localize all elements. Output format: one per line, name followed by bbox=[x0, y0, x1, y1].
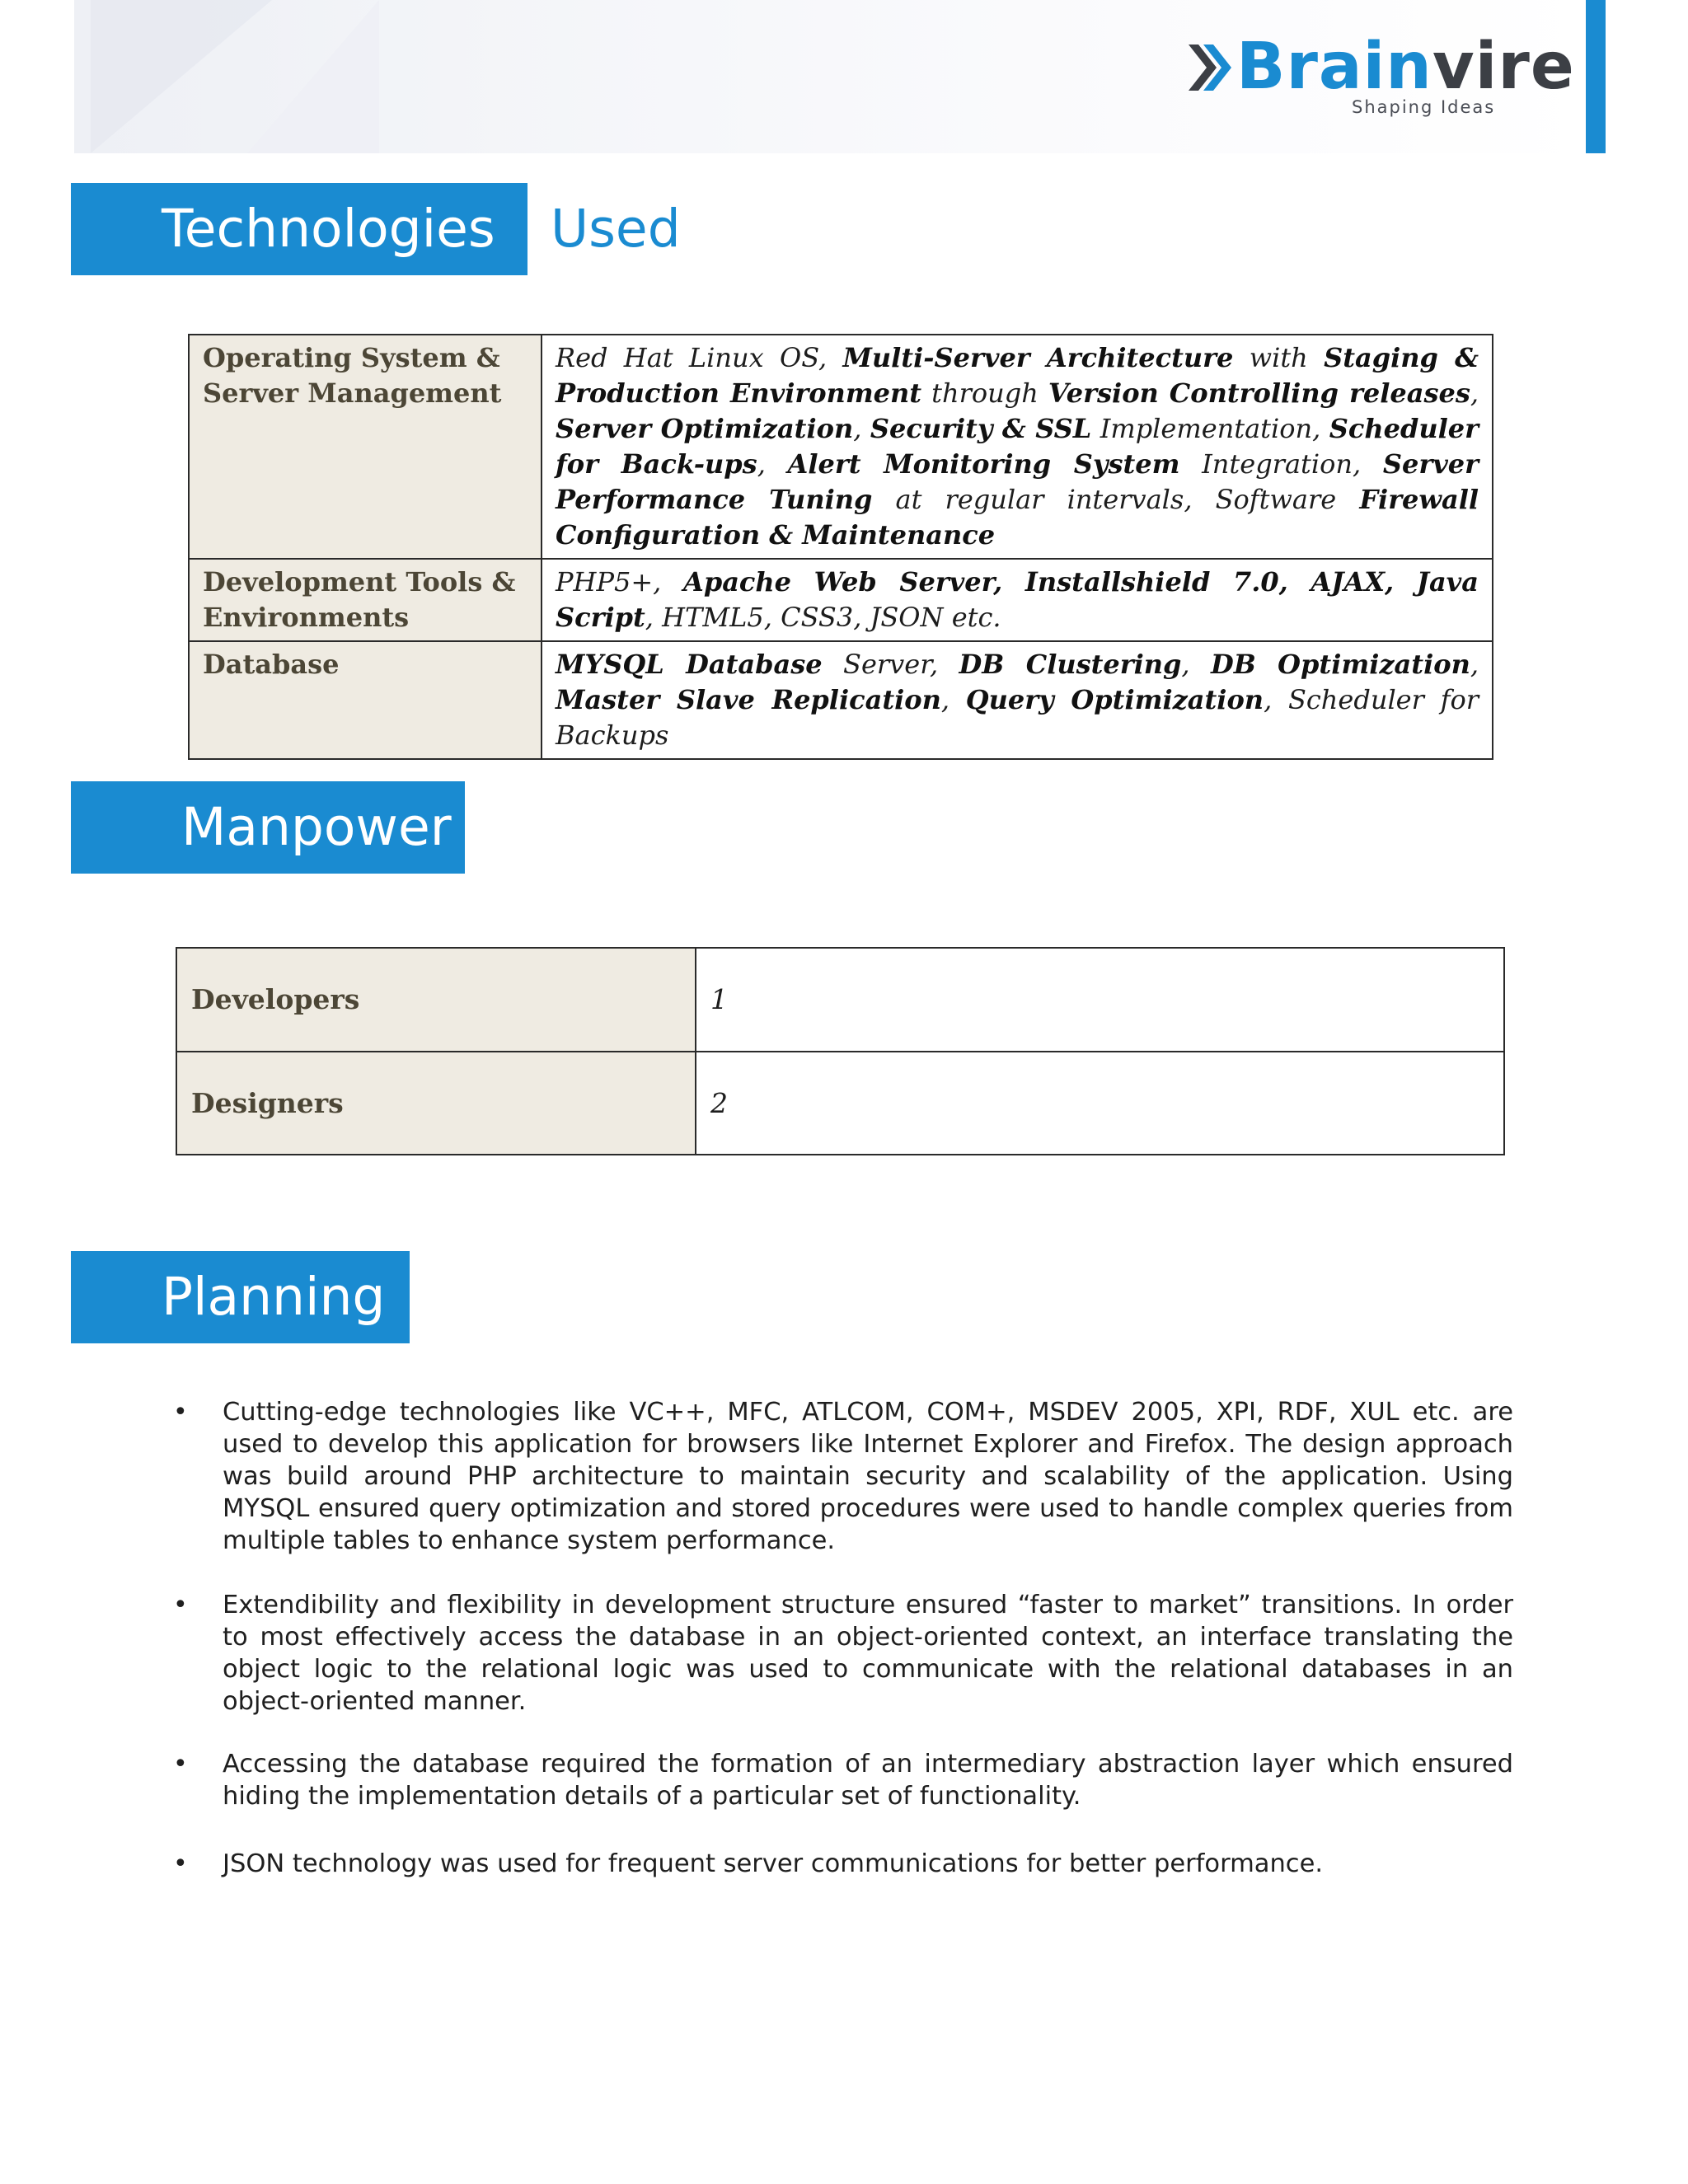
manpower-table bbox=[176, 947, 1505, 1155]
value-text-bold: DB Optimization bbox=[1211, 649, 1470, 680]
value-text-bold: MYSQL Database bbox=[556, 649, 823, 680]
planning-list bbox=[165, 1396, 1513, 1912]
list-item-text: Accessing the database required the formation of an intermediary abstraction layer which ensured hiding the implementation details of a particular set of functionality. bbox=[223, 1750, 1513, 1811]
header-decor-shape bbox=[247, 0, 379, 153]
value-text-bold: Server Optimization bbox=[556, 413, 854, 444]
brand-name-part2: vire bbox=[1432, 30, 1575, 104]
section-title-technologies-rest: Used bbox=[551, 199, 681, 259]
value-text: with bbox=[1233, 342, 1325, 373]
value-text: , bbox=[1470, 649, 1479, 680]
value-text-bold: Firewall Configuration & Maintenance bbox=[556, 484, 1479, 551]
value-text: , bbox=[940, 684, 966, 715]
brand-arrow-icon bbox=[1185, 41, 1231, 94]
table-label-cell bbox=[189, 559, 542, 641]
table-label-cell bbox=[189, 335, 542, 559]
value-text: Integration, bbox=[1179, 448, 1383, 480]
value-text: , bbox=[757, 448, 788, 480]
manpower-label-cell: Developers bbox=[176, 948, 696, 1052]
value-text: Server, bbox=[822, 649, 959, 680]
manpower-label-cell: Designers bbox=[176, 1052, 696, 1155]
bullet-icon: • bbox=[173, 1591, 188, 1619]
brand-wordmark bbox=[1236, 30, 1575, 104]
section-title-technologies: Technologies bbox=[71, 183, 528, 275]
value-text-bold: Version Controlling releases bbox=[1048, 377, 1470, 409]
value-text-bold: Query Optimization bbox=[965, 684, 1264, 715]
value-text-bold: Master Slave Replication bbox=[556, 684, 941, 715]
value-text: , bbox=[1181, 649, 1211, 680]
value-text-bold: Apache Web Server, Installshield 7.0, AJAX, Java Script bbox=[556, 566, 1479, 633]
table-row bbox=[189, 335, 1493, 559]
value-text-bold: Staging & Production Environment bbox=[556, 342, 1479, 409]
list-item-text: Extendibility and flexibility in development structure ensured “faster to market” transitions. In order to most effectively access the database in an object-oriented context, an interface translating the object logic to the relational logic was used to communicate with the relational databases in an object-oriented manner. bbox=[223, 1591, 1513, 1716]
value-text: , bbox=[1470, 377, 1479, 409]
table-row bbox=[176, 948, 1504, 1052]
value-text: , bbox=[853, 413, 870, 444]
technologies-table bbox=[188, 334, 1493, 760]
table-row bbox=[189, 641, 1493, 759]
value-text: , HTML5, CSS3, JSON etc. bbox=[645, 602, 1001, 633]
value-text-bold: DB Clustering bbox=[959, 649, 1182, 680]
manpower-value-cell: 1 bbox=[696, 948, 1504, 1052]
list-item-text: JSON technology was used for frequent server communications for better performance. bbox=[223, 1849, 1324, 1878]
value-text: PHP5+, bbox=[556, 566, 683, 598]
section-title-manpower: Manpower bbox=[71, 781, 465, 874]
label-text: Database bbox=[203, 649, 340, 680]
bullet-icon: • bbox=[173, 1849, 188, 1878]
label-text: Server Management bbox=[203, 377, 502, 409]
value-text-bold: Alert Monitoring System bbox=[787, 448, 1180, 480]
manpower-value-cell: 2 bbox=[696, 1052, 1504, 1155]
brand-tagline: Shaping Ideas bbox=[1352, 97, 1496, 117]
label-text: Development Tools & bbox=[203, 566, 516, 598]
bullet-icon: • bbox=[173, 1398, 188, 1427]
value-text: Implementation, bbox=[1091, 413, 1329, 444]
brand-logo bbox=[1185, 30, 1575, 120]
table-label-cell bbox=[189, 641, 542, 759]
label-text: Operating System & bbox=[203, 342, 500, 373]
list-item bbox=[165, 1848, 1513, 1880]
list-item bbox=[165, 1748, 1513, 1812]
header-accent-bar bbox=[1586, 0, 1606, 153]
value-text: at regular intervals, Software bbox=[872, 484, 1360, 515]
value-text-bold: Security & SSL bbox=[870, 413, 1092, 444]
value-text: through bbox=[921, 377, 1048, 409]
section-title-planning: Planning bbox=[71, 1251, 410, 1343]
table-value-cell bbox=[542, 559, 1493, 641]
label-text: Environments bbox=[203, 602, 410, 633]
table-row bbox=[176, 1052, 1504, 1155]
table-value-cell bbox=[542, 641, 1493, 759]
list-item-text: Cutting-edge technologies like VC++, MFC, ATLCOM, COM+, MSDEV 2005, XPI, RDF, XUL etc. are used to develop this application for browsers like Internet Explorer and Firefox. The design approach was build around PHP architecture to maintain security and scalability of the application. Using MYSQL ensured query optimization and stored procedures were used to handle complex queries from multiple tables to enhance system performance. bbox=[223, 1398, 1513, 1555]
table-value-cell bbox=[542, 335, 1493, 559]
value-text: , Scheduler for Backups bbox=[556, 684, 1479, 751]
list-item bbox=[165, 1396, 1513, 1557]
value-text-bold: Server Performance Tuning bbox=[556, 448, 1479, 515]
table-row bbox=[189, 559, 1493, 641]
value-text: Red Hat Linux OS, bbox=[556, 342, 843, 373]
value-text-bold: Scheduler for Back-ups bbox=[556, 413, 1479, 480]
header-decor-shape bbox=[91, 0, 272, 153]
bullet-icon: • bbox=[173, 1750, 188, 1779]
brand-name-part1: Brain bbox=[1236, 30, 1432, 104]
value-text-bold: Multi-Server Architecture bbox=[842, 342, 1234, 373]
list-item bbox=[165, 1589, 1513, 1718]
